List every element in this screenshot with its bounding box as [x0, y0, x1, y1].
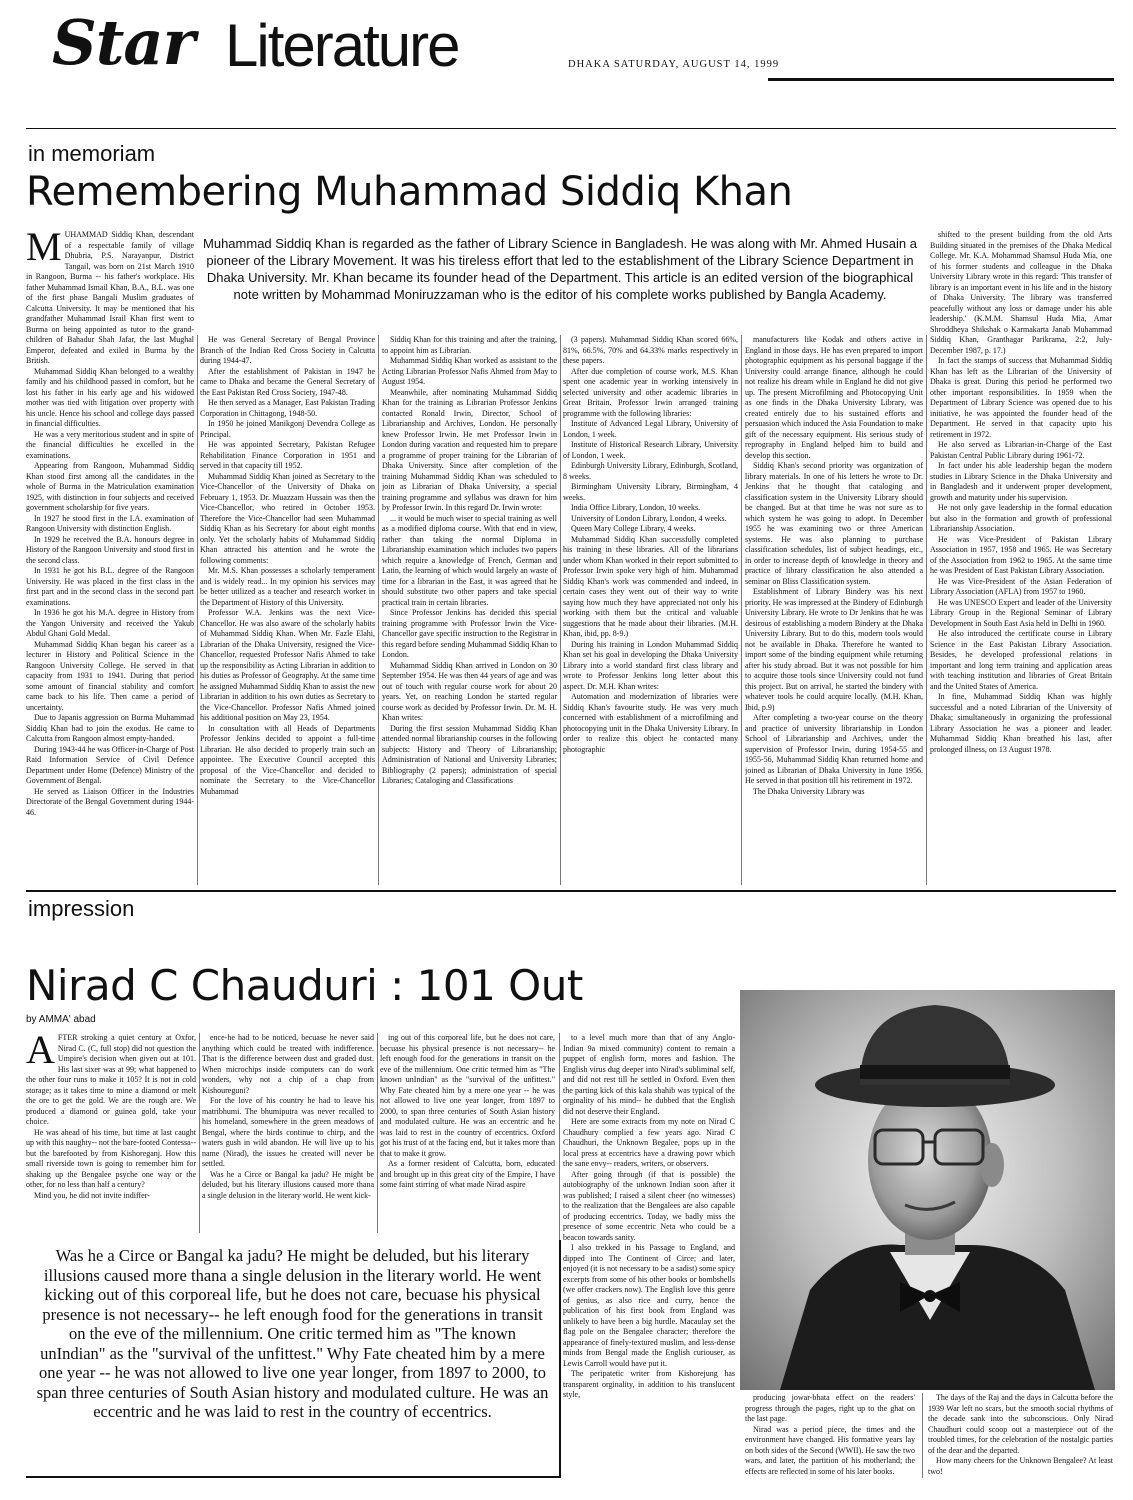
paragraph: He was General Secretary of Bengal Province Branch of the Indian Red Cross Society in Calcutta during 1944-47. — [200, 335, 375, 365]
paragraph: manufacturers like Kodak and others active in England in those days. He has even prepared to import photographic equipment as his personal baggage if the University could arrange finance, although he could not realize his dream while in England he did not give up. The present Microfilming and Photocopying Unit as one finds in the Dhaka University Library, was created entirely due to his sustained efforts and persuasion which induced the Asia Foundation to make gift of the necessary equipment. His serious study of reprography in England helped him to build and develop this section. — [745, 335, 923, 460]
paragraph: Edinburgh University Library, Edinburgh, Scotland, 8 weeks. — [563, 461, 738, 481]
paragraph: Queen Mary College Library, 4 weeks. — [571, 524, 696, 533]
paragraph: The Dhaka University Library was — [753, 786, 865, 796]
portrait-photo — [740, 990, 1115, 1390]
paragraph: Muhammad Siddiq Khan arrived in London on 30 September 1954. He was then 44 years of age and was out of touch with regular course work for about 20 years. Yet, on reaching London he started regular course work as decided by Professor Irwin. Dr. M. H. Khan writes: — [382, 660, 557, 722]
paragraph: India Office Library, London, 10 weeks. — [571, 503, 701, 512]
paragraph: In fact under his able leadership began the modern studies in Library Science in the Dhaka University and in Bangladesh and it underwent proper development, growth and maturity under his supervision. — [930, 461, 1112, 502]
paragraph: Institute of Historical Research Library, University of London, 1 week. — [563, 440, 738, 460]
paragraph: In consultation with all Heads of Departments Professor Jenkins decided to appoint a full-time Librarian. He also decided to properly train such an appointee. The Executive Council accepted this proposal of the Vice-Chancellor and decided to nominate the Secretary to the Vice-Chancellor Muhammad — [200, 723, 375, 796]
pull-quote: Was he a Circe or Bangal ka jadu? He might be deluded, but his literary illusions caused more thana a single delusion in the literary world. He went kicking out of this corporeal life, but he does not care, becuase his physical presence is not necessary-- he left enough food for the generations in transit on the eve of the millennium. One critic termed him as "The known unIndian" as the "survival of the unfittest." Why Fate cheated him by a mere one year -- he was not allowed to live one year longer, from 1897 to 2000, to span three centuries of South Asian history and modulated culture. He was an eccentric and he was laid to rest in the country of eccentrics. — [26, 1240, 561, 1478]
paragraph: He served as Liaison Officer in the Industries Directorate of the Bengal Government during 1944-46. — [26, 786, 194, 817]
paragraph: He not only gave leadership in the formal education but also in the formation and growth of professional Librarianship Association. — [930, 503, 1112, 533]
column-divider — [199, 1033, 200, 1233]
paragraph: Muhammad Siddiq Khan worked as assistant to the Acting Librarian Professor Nafis Ahmed from May to August 1954. — [382, 356, 557, 386]
article1-column-4 — [563, 335, 738, 885]
paragraph: In fine, Muhammad Siddiq Khan was highly successful and a noted Librarian of the University of Dhaka; simultaneously in organizing the professional Library Association he was a pioneer and leader. Muhammad Siddiq Khan breathed his last, after prolonged illness, on 13 August 1978. — [930, 692, 1112, 754]
article2-column-5 — [745, 1393, 915, 1478]
paragraph: Appearing from Rangoon, Muhammad Siddiq Khan stood first among all the candidates in the whole of Burma in the Matriculation examination 1925, with distinction in four subjects and received government scholarship for five years. — [26, 461, 194, 512]
article1-column-6 — [930, 230, 1112, 885]
paragraph: The peripatetic writer from Kishorejung has transparent orginality, in addition to his translucent style, — [563, 1369, 735, 1399]
paragraph: For the love of his country he had to leave his matribhumi. The bhumiputra was never recalled to his homeland, somewhere in the green meadows of Bengal, where the birds continue to chirp, and the waters gush in wild abandon. He will live up to his name (Nirad), the issues he created will never be settled. — [202, 1096, 374, 1168]
masthead-bottom-rule — [26, 128, 1116, 129]
paragraph: Meanwhile, after nominating Muhammad Siddiq Khan for the training as Librarian Professor Jenkins contacted Ronald Irwin, Director, School of Librarianship and Archives, London. He personally knew Professor Irwin. He met Professor Irwin in London during vacation and requested him to prepare a programme of proper training for the Librarian of Dhaka University. Since after completion of the training Muhammad Siddiq Khan was scheduled to join as Librarian of Dhaka University, a special training programme and syllabus was drawn for him by Professor Irwin. In this regard Dr. Irwin wrote: — [382, 387, 557, 512]
paragraph: He then served as a Manager, East Pakistan Trading Corporation in Chittagong, 1948-50. — [200, 398, 375, 418]
article1-column-3 — [382, 335, 557, 885]
paragraph: to a level much more than that of any Anglo-Indian 9a mixed community) content to remain a puppet of english form, mores and fashion. The English virus dug deeper into Nirad's subliminal self, and did not rest till he settled in Oxford. Even then the parting kick of this kala shahib was typical of the orginality of his mind-- he dubbed that the English did not deserve their England. — [563, 1033, 735, 1116]
article2-column-4 — [563, 1033, 735, 1473]
paragraph: In 1936 he got his M.A. degree in History from the Yangon University and received the Yakub Abdul Ghani Gold Medal. — [26, 608, 194, 638]
paragraph-text: UHAMMAD Siddiq Khan, descendant of a respectable family of village Dhubria, P.S. Narayanpur, District Tangail, was born on 21st March 1910 in Rangoon, Burma -- his father's workplace. His father Muhammad Ismail Khan, B.A., B.L. was one of the first phase Bangali Muslim graduates of Calcutta University. It may be mentioned that his grandfather Muhammad Israil Khan first went to Burma on being appointed as tutor to the grand-children of Bahadur Shah Jafar, the last Mughal Emperor, defeated and exiled in Burma by the British. — [26, 230, 194, 365]
paragraph: After going through (if that is possible) the autobiography of the unknown Indian soon after it was published; I raised a silent cheer (no witnesses) to the realization that the Bengalees are also capable of producing eccentrics. Today, we badly miss the presence of some eccentric Neta who could be a beacon towards sanity. — [563, 1169, 735, 1242]
column-divider — [741, 335, 742, 885]
column-divider — [922, 1393, 923, 1478]
paragraph: shifted to the present building from the old Arts Building situated in the premises of the Dhaka Medical College. Mr. K.A. Mohammad Shamsul Huda Mia, one of his former students and colleague in the Dhaka University Library wrote in this regard: 'This transfer of library is an important event in his life and in the history of Dhaka University. The library was transferred peacefully without any loss or damage under his able leadership.' (K.M.M. Shamsul Huda Mia, Amar Shroddheya Shikshak o Karmakarta Janab Muhammad Siddiq Khan, Granthagar Parikrama, 2:2, July-December 1987, p. 17.) — [930, 230, 1112, 355]
paragraph: After completing a two-year course on the theory and practice of university librarianship in London School of Librarianship and Archives, under the supervision of Professor Irwin, during 1954-55 and 1955-56, Muhammad Siddiq Khan returned home and joined as Librarian of Dhaka University in June 1956. He served in that position till his retirement in 1972. — [745, 713, 923, 785]
article2-kicker: impression — [28, 896, 135, 921]
paragraph: ing out of this corporeal life, but he does not care, becuase his physical presence is not necessary-- he left enough food for the generations in transit on the eve of the millennium. One critic termed him as "The known unIndian" as the "survival of the unfittest." Why Fate cheated him by a mere one year -- he was not allowed to live one year longer, from 1897 to 2000, to span three centuries of South Asian history and modulated culture. He was an eccentric and he was laid to rest in the country of eccentrics. Oxford got his trust of at the facing end, but it takes more than that to make it grow. — [380, 1033, 555, 1158]
paragraph: He was Vice-President of the Asian Federation of Library Association (AFLA) from 1957 to 1960. — [930, 576, 1112, 596]
paragraph: In 1950 he joined Manikgonj Devendra College as Principal. — [200, 419, 375, 439]
paragraph: Muhammad Siddiq Khan successfully completed his training in these libraries. All of the librarians under whom Khan worked in their report submitted to Professor Irwin spoke very high of him. Muhammad Siddiq Khan's work was commended and indeed, in certain cases they went out of their way to write saying how much they have appreciated not only his working with them but the critical and valuable suggestions that he made about their libraries. (M.H. Khan, ibid, pp. 8-9.) — [563, 534, 738, 638]
paragraph: (3 papers). Muhammad Siddiq Khan scored 66%, 81%, 66.5%, 70% and 64.33% marks respectively in these papers. — [563, 335, 738, 365]
paragraph: In 1927 he stood first in the I.A. examination of Rangoon University with distinction English. — [26, 513, 194, 533]
paragraph: Siddiq Khan's second priority was organization of library materials. In one of his letters he wrote to Dr. Jenkins that he thought that cataloging and classification system in the University Library should be changed. But at that time he was not sure as to which system he was going to adopt. In December 1955 he was examining two or three American systems. He was also planning to purchase classification schedules, list of subject headings, etc., in order to increase depth of knowledge in theory and practice of library classification he also attended a seminar on Bliss Classification system. — [745, 461, 923, 586]
paragraph: producing jowar-bhata effect on the readers' progress through the pages, right up to the ghat on the last page. — [745, 1393, 915, 1423]
paragraph: Professor W.A. Jenkins was the next Vice-Chancellor. He was also aware of the scholarly habits of Muhammad Siddiq Khan. When Mr. Fazle Elahi, Librarian of the Dhaka University, resigned the Vice-Chancellor, requested Professor Nafis Ahmed to take up the responsibility as Acting Librarian in addition to his duties as Professor of Geography. At the same time he assigned Muhammad Siddiq Khan to assist the new Librarian in addition to his own duties as Secretary to the Vice-Chancellor. Professor Nafis Ahmed joined his additional position on May 23, 1954. — [200, 608, 375, 722]
paragraph: In 1929 he received the B.A. honours degree in History of the Rangoon University and stood first in the second class. — [26, 534, 194, 565]
paragraph: Nirad was a period piece, the times and the environment have changed. His formative years lay on both sides of the Second (WWII). He saw the two wars, and later, the partition of his motherland; the effects are reflected in some of his later books. — [745, 1424, 915, 1476]
column-divider — [560, 335, 561, 885]
article1-headline: Remembering Muhammad Siddiq Khan — [26, 169, 793, 215]
paragraph: During his training in London Muhammad Siddiq Khan set his goal in developing the Dhaka University Library into a world standard first class library and wrote to Professor Jenkins long letter about this aspect. Dr. M.H. Khan writes: — [563, 639, 738, 691]
section-divider-rule — [26, 890, 1116, 892]
paragraph: After the establishment of Pakistan in 1947 he came to Dhaka and became the General Secretary of the East Pakistan Red Cross Society, 1947-48. — [200, 366, 375, 397]
paragraph: Mind you, he did not invite indiffer- — [34, 1190, 150, 1200]
paragraph: How many cheers for the Unknown Bengalee? At least two! — [928, 1456, 1113, 1476]
paragraph: University of London Library, London, 4 weeks. — [571, 513, 727, 523]
paragraph — [26, 1033, 196, 1128]
paragraph: I also trekked in his Passage to England, and dipped into The Continent of Circe; and later, enjoyed (it is not necessary to be a sadist) some spicy excerpts from some of his other books or bombshells (we offer crackers now). The English love this genre of genius, as also rice and curry, hence the publication of his first book from England was unlikely to have been a big hurdle. Macaulay set the flag pole on the Bengalee character; therefore the appearance of finely-textured muslim, and less-dense minds from Bengal made the English curiouser, as Lewis Carroll would have put it. — [563, 1243, 735, 1368]
paragraph: Institute of Advanced Legal Library, University of London, 1 week. — [563, 419, 738, 439]
article2-column-2 — [202, 1033, 374, 1233]
column-divider — [377, 1033, 378, 1233]
paragraph: During 1943-44 he was Officer-in-Charge of Post Raid Information Service of Civil Defence Department under Home (Defence) Ministry of the Government of Bengal. — [26, 744, 194, 785]
column-divider — [378, 335, 379, 885]
paragraph: Since Professor Jenkins has decided this special training programme with Professor Irwin the Vice-Chancellor gave specific instruction to the Registrar in this regard before sending Muhammad Siddiq Khan to London. — [382, 608, 557, 659]
paragraph: He was Vice-President of Pakistan Library Association in 1957, 1958 and 1965. He was Secretary of the Association from 1962 to 1965. At the same time he was President of East Pakistan Library Association. — [930, 534, 1112, 575]
masthead-section-title: Literature — [225, 12, 459, 79]
paragraph: Birmingham University Library, Birmingham, 4 weeks. — [563, 482, 738, 502]
paragraph: ... it would be much wiser to special training as well as a modified diploma course. With that end in view, rather than taking the normal Diploma in Librarianship examination which includes two papers which require a knowledge of French, German and Latin, the learning of which would largely an waste of time for a librarian in the East, it was agreed that he should substitute two other papers and take special practical train in certain libraries. — [382, 513, 557, 607]
article2-column-3 — [380, 1033, 555, 1233]
article1-column-5 — [745, 335, 923, 885]
paragraph: Muhammad Siddiq Khan belonged to a wealthy family and his childhood passed in comfort, but he lost his father in his early age and his widowed mother was tied with litigation over property with his uncle. Hence his school and college days passed in financial difficulties. — [26, 366, 194, 428]
column-divider — [197, 335, 198, 885]
paragraph: After due completion of course work, M.S. Khan spent one academic year in working intensively in selected university and other academic libraries in Great Britain. Professor Irwin arranged training programme with the following libraries: — [563, 366, 738, 418]
paragraph: He was ahead of his time, but time at last caught up with this naughty-- not the bare-footed Contessa--but the barefooted by from Kishoreganj. How this small riverside town is going to remember him for shaking up the Bengalee psyche one way or the other, for no less than half a century? — [26, 1127, 196, 1189]
paragraph: He also served as Librarian-in-Charge of the East Pakistan Central Public Library during 1961-72. — [930, 440, 1112, 460]
paragraph: In fact the stamps of success that Muhammad Siddiq Khan has left as the Librarian of the University of Dhaka is great. During this period he performed two other important responsibilities. In 1959 when the Department of Library Science was opened due to his initiative, he was appointed the founder head of the Department. He served in that capacity upto his retirement in 1972. — [930, 356, 1112, 439]
paragraph: Mr. M.S. Khan possesses a scholarly temperament and is widely read... In my opinion his services may be better utilized as a teacher and research worker in the Department of History of this University. — [200, 566, 375, 607]
paragraph: Establishment of Library Bindery was his next priority. He was impressed at the Bindery of Edinburgh University Library. He wrote to Dr Jenkins that he was desirous of establishing a modern Bindery at the Dhaka University Library. But to do this, modern tools would not be available in Dhaka. Therefore he wanted to import some of the binding equipment while returning after his study abroad. But it was not possible for him to acquire those tools since University could not fund this project. But on arrival, he started the bindery with whatever tools he could acquire locally. (M.H. Khan, Ibid, p.9) — [745, 587, 923, 712]
masthead-rule — [768, 78, 1114, 81]
paragraph: Muhammad Siddiq Khan began his career as a lecturer in History and Political Science in the Rangoon University College. He served in that capacity from 1931 to 1941. During that period some amount of financial stability and comfort came back to his life. Then came a period of uncertainty. — [26, 639, 194, 712]
drop-cap: M — [26, 230, 62, 269]
paragraph: He was a very meritorious student and in spite of the financial difficulties he excelled in the examinations. — [26, 429, 194, 460]
paragraph: Due to Japanis aggression on Burma Muhammad Siddiq Khan had to join the exodus. He came to Calcutta from Rangoon almost empty-handed. — [26, 713, 194, 743]
article1-column-2 — [200, 335, 375, 885]
article2-column-6 — [928, 1393, 1113, 1478]
paragraph: As a former resident of Calcutta, born, educated and brought up in this great city of the Empire, I have some faint stirring of what made Nirad aspire — [380, 1159, 555, 1189]
article2-column-1 — [26, 1033, 196, 1233]
paragraph: Here are some extracts from my note on Nirad C Chaudhury complied a few years ago. Nirad C Chaudhuri, the Unknown Begalee, pops up in the local press at eccentrics have a drawing powr which the sane envy-- readers, writers, or observers. — [563, 1117, 735, 1168]
paragraph: In 1931 he got his B.L. degree of the Rangoon University. He was placed in the first class in the first part and in the second class in the second part examinations. — [26, 566, 194, 607]
paragraph: Muhammad Siddiq Khan joined as Secretary to the Vice-Chancellor of the University of Dhaka on February 1, 1953. Dr. Muazzam Hussain was then the Vice-Chancellor, who retired in October 1953. Therefore the Vice-Chancellor had seen Muhammad Siddiq Khan as his Secretary for about eight months only. Yet the scholarly habits of Muhammad Siddiq Khan attracted his attention and he wrote the following comments: — [200, 471, 375, 565]
paragraph: He also introduced the certificate course in Library Science in the East Pakistan Library Association. Besides, he developed professional relations in important and long term training and application areas with teaching institution and libraries of Great Britain and the United States of America. — [930, 629, 1112, 691]
paragraph: The days of the Raj and the days in Calcutta before the 1939 War left no scars, but the smooth social rhythms of the decade sank into the subconscious. Only Nirad Chaudhuri could scoop out a masterpiece out of the troubled times, for the celebration of the nostalgic parties of the dear and the departed. — [928, 1393, 1113, 1455]
paragraph — [26, 230, 194, 367]
paragraph: During the first session Muhammad Siddiq Khan attended normal librarianship courses in the following subjects: History and Theory of Librarianship; Administration of National and University Libraries; Bibliography (2 papers); administration of special Libraries; Cataloging and Classifications — [382, 723, 557, 785]
article1-kicker: in memoriam — [28, 141, 156, 166]
paragraph: ence-he had to be noticed, becuase he never said anything which could be treated with indifference. That is the difference between dust and graded dust. When microchips inside computers can do work wonders, why not a chip of a chap from Kishoureguni? — [202, 1033, 374, 1095]
column-divider — [926, 335, 927, 885]
drop-cap: A — [26, 1033, 55, 1072]
article1-intro: Muhammad Siddiq Khan is regarded as the father of Library Science in Bangladesh. He was along with Mr. Ahmed Husain a pioneer of the Library Movement. It was his tireless effort that led to the establishment of the Library Science Department in Dhaka University. Mr. Khan became its founder head of the Department. This article is an edited version of the biographical note written by Mohammad Moniruzzaman who is the editor of his complete works published by Bangla Academy. — [203, 236, 917, 302]
paragraph: Was he a Circe or Bangal ka jadu? He might be deluded, but his literary illusions caused more thana a single delusion in the literary world. He went kick- — [202, 1169, 374, 1200]
article1-column-1 — [26, 230, 194, 885]
paragraph: He was UNESCO Expert and leader of the University Library Group in the Regional Seminar of Library Development in South East Asia held in Delhi in 1960. — [930, 597, 1112, 628]
paragraph-text: FTER stroking a quiet century at Oxfor, Nirad C. (C, full stop) did not question the Umpire's decision when given out at 101. His last sixer was at 99; what happened to the other four runs to make it 105? It is not in cold storage; as it takes time to mine a diamond or melt the ore to get the gold. We are the rough are. We produced a diamond or guinea gold, take your choice. — [26, 1033, 196, 1126]
article2-byline: by AMMA' abad — [26, 1014, 96, 1025]
masthead-star-logo: Star — [52, 6, 195, 79]
article2-headline: Nirad C Chauduri : 101 Out — [26, 961, 583, 1010]
paragraph: Siddiq Khan for this training and after the training, to appoint him as Librarian. — [382, 335, 557, 355]
paragraph: Automation and modernization of libraries were Siddiq Khan's favourite study. He was very much concerned with establishment of a microfilming and photocopying unit in the Dhaka University Library. In order to realize this object he contacted many photographic — [563, 692, 738, 754]
dateline: DHAKA SATURDAY, AUGUST 14, 1999 — [568, 59, 780, 70]
paragraph: He was appointed Secretary, Pakistan Refugee Rehabilitation Finance Corporation in 1951 and served in that capacity till 1952. — [200, 440, 375, 470]
